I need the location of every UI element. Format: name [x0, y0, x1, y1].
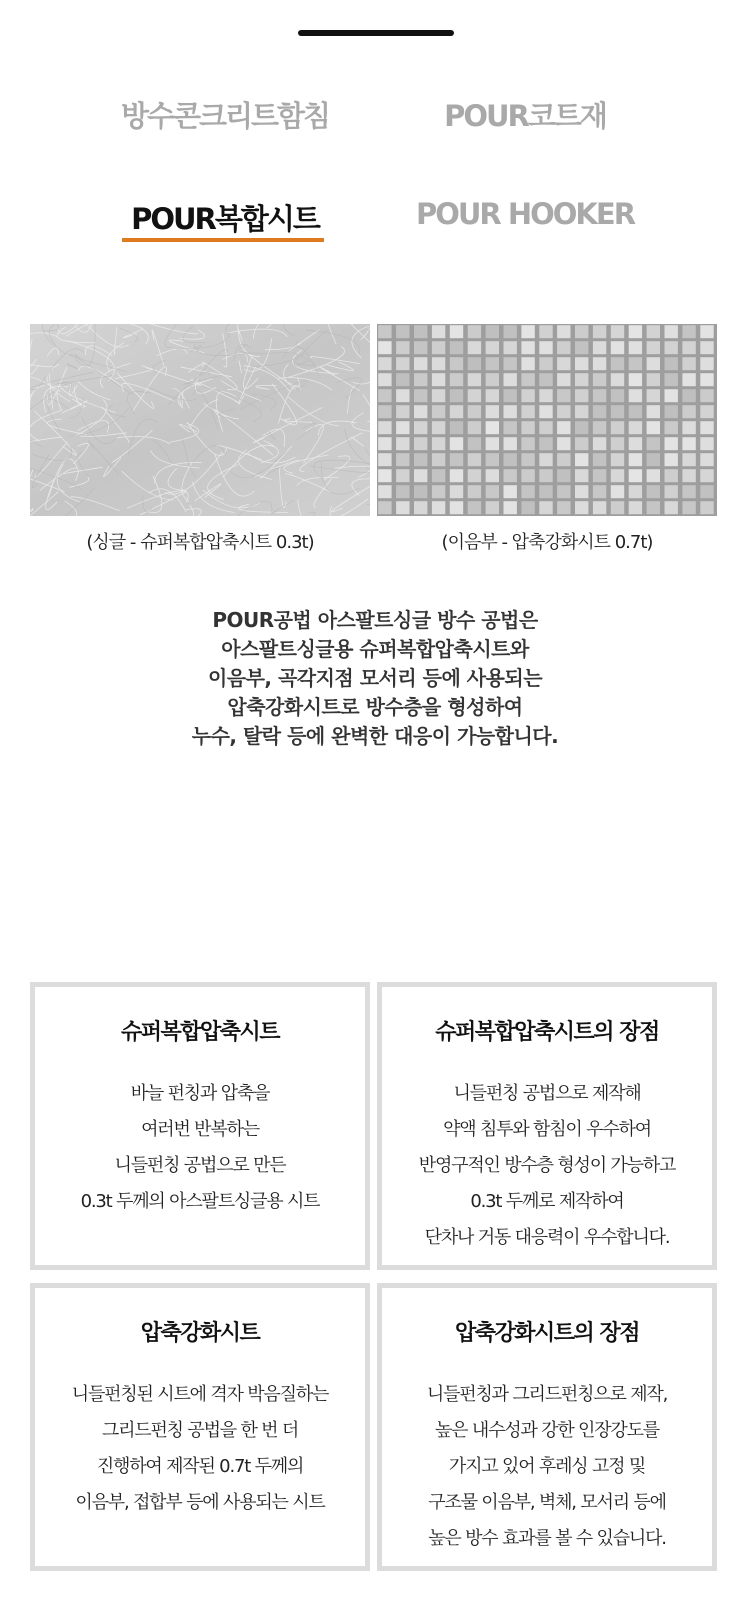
description-line: 누수, 탈락 등에 완벽한 대응이 가능합니다.: [191, 724, 559, 748]
card-line: 구조물 이음부, 벽체, 모서리 등에: [428, 1492, 666, 1513]
card-body: [35, 1076, 365, 1220]
card-line: 반영구적인 방수층 형성이 가능하고: [418, 1155, 676, 1176]
card-line: 단차나 거동 대응력이 우수합니다.: [424, 1227, 670, 1248]
card-line: 바늘 펀칭과 압축을: [130, 1083, 270, 1104]
description-line: 압축강화시트로 방수층을 형성하여: [227, 695, 523, 719]
tab-pour-composite-sheet[interactable]: POUR복합시트: [131, 202, 319, 236]
card-title: 압축강화시트의 장점: [455, 1321, 639, 1346]
compression-reinforced-sheet-photo: [377, 324, 717, 516]
card-line: 이음부, 접합부 등에 사용되는 시트: [75, 1492, 325, 1513]
feature-card-super-composite-advantages: [377, 982, 717, 1270]
card-title: 압축강화시트: [140, 1321, 260, 1346]
feature-card-compression-sheet: [30, 1283, 370, 1571]
card-line: 그리드펀칭 공법을 한 번 더: [101, 1420, 299, 1441]
card-line: 가지고 있어 후레싱 고정 및: [448, 1456, 646, 1477]
card-line: 니들펀칭 공법으로 제작해: [453, 1083, 641, 1104]
card-body: [382, 1377, 712, 1557]
feature-card-compression-advantages: [377, 1283, 717, 1571]
active-tab-indicator: [122, 238, 324, 242]
card-title: 슈퍼복합압축시트: [120, 1020, 280, 1045]
card-body: [382, 1076, 712, 1256]
super-composite-sheet-photo: [30, 324, 370, 516]
description-line: POUR공법 아스팔트싱글 방수 공법은: [212, 608, 538, 632]
card-line: 0.3t 두께의 아스팔트싱글용 시트: [80, 1191, 320, 1212]
card-line: 높은 방수 효과를 볼 수 있습니다.: [428, 1528, 666, 1549]
card-line: 진행하여 제작된 0.7t 두께의: [96, 1456, 304, 1477]
photo-caption-joint: (이음부 - 압축강화시트 0.7t): [441, 532, 653, 553]
tab-pour-hooker[interactable]: POUR HOOKER: [415, 197, 635, 231]
tab-pour-coating[interactable]: POUR코트재: [444, 99, 606, 133]
card-line: 약액 침투와 함침이 우수하여: [443, 1119, 651, 1140]
card-body: [35, 1377, 365, 1521]
card-line: 높은 내수성과 강한 인장강도를: [434, 1420, 659, 1441]
card-line: 니들펀칭된 시트에 격자 박음질하는: [71, 1384, 329, 1405]
photo-caption-single: (싱글 - 슈퍼복합압축시트 0.3t): [86, 532, 314, 553]
feature-card-super-composite-sheet: [30, 982, 370, 1270]
card-line: 0.3t 두께로 제작하여: [470, 1191, 624, 1212]
drag-handle[interactable]: [298, 30, 454, 36]
description-line: 아스팔트싱글용 슈퍼복합압축시트와: [221, 637, 529, 661]
tab-waterproof-concrete[interactable]: 방수콘크리트함침: [120, 99, 330, 133]
method-description: [60, 606, 690, 751]
card-line: 니들펀칭과 그리드펀칭으로 제작,: [426, 1384, 668, 1405]
card-line: 니들펀칭 공법으로 만든: [114, 1155, 286, 1176]
card-title: 슈퍼복합압축시트의 장점: [435, 1020, 659, 1045]
description-line: 이음부, 곡각지점 모서리 등에 사용되는: [207, 666, 543, 690]
card-line: 여러번 반복하는: [141, 1119, 259, 1140]
